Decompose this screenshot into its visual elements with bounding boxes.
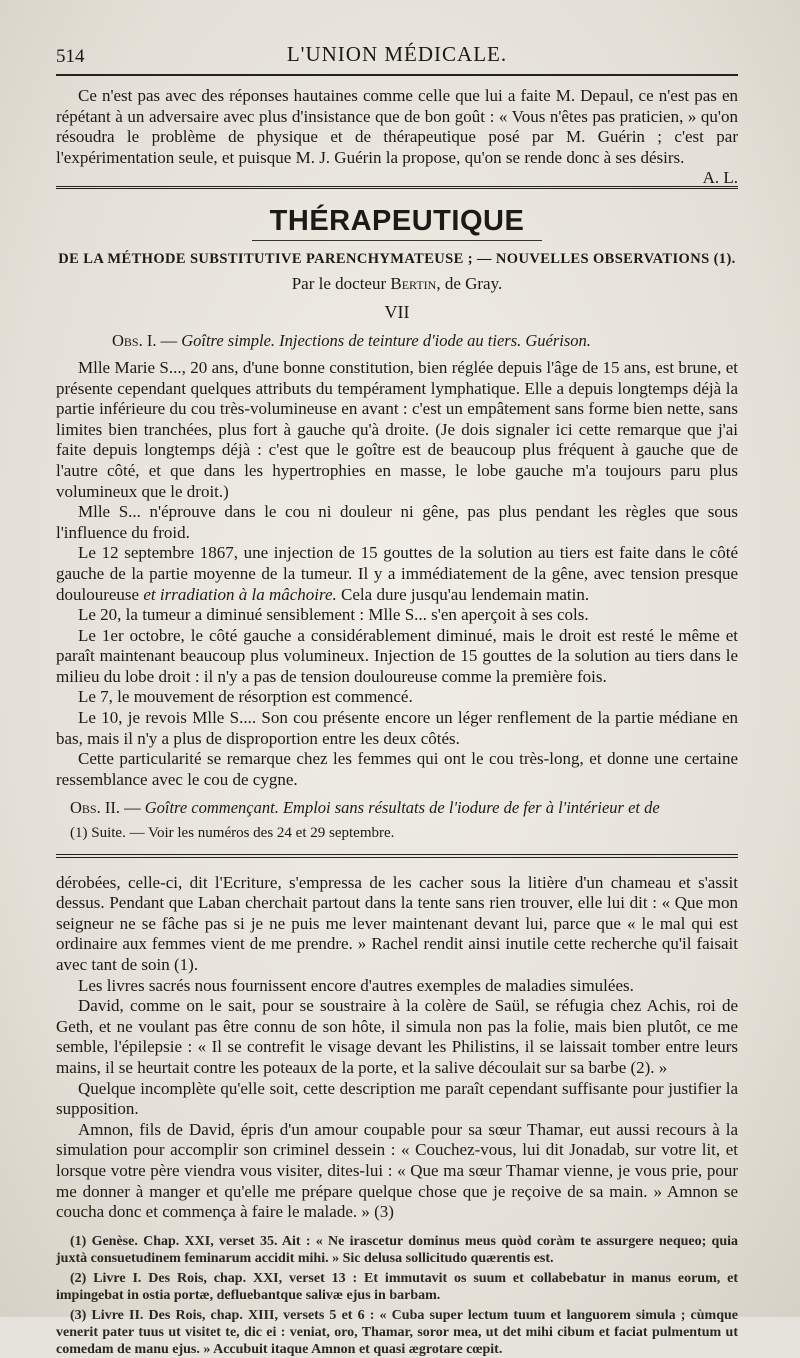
obs1-paragraph: Le 20, la tumeur a diminué sensiblement : Mlle S... s'en aperçoit à ses cols. xyxy=(78,605,589,625)
byline-suffix: , de Gray. xyxy=(436,274,503,294)
obs1-p3-text: Le 12 septembre 1867, une injection de 15 gouttes de la solution au tiers est faite dans le côté gauche de la partie moyenne de la tumeur. Il y a immédiatement de la gêne, avec tension presque douloureuse xyxy=(56,543,738,604)
note-rois-1: (2) Livre I. Des Rois, chap. XXI, verset 13 : Et immutavit os suum et collabebatur in manus eorum, et impingebat in ostia portæ, defluebantque salivæ ejus in barbam. xyxy=(56,1270,738,1303)
intro-signature: A. L. xyxy=(702,168,738,188)
page-number: 514 xyxy=(56,46,85,67)
intro-text: Ce n'est pas avec des réponses hautaines comme celle que lui a faite M. Depaul, ce n'est pas en répétant à un adversaire avec plus d'insistance que de bon goût : « Vous n'êtes pas praticien, » qu'on résoudra le problème de physique et de thérapeutique posé par M. Guérin ; c'est par l'expérimentation seule, et puisque M. J. Guérin la propose, qu'on se rende donc à ses désirs. xyxy=(56,86,738,167)
feuilleton-paragraph: Amnon, fils de David, épris d'un amour coupable pour sa sœur Thamar, eut aussi recours à la simulation pour accomplir son criminel dessein : « Couchez-vous, lui dit Jonadab, sur votre lit, et lorsque votre père viendra vous visiter, dites-lui : « Que ma sœur Thamar vienne, je vous prie, pour me donner à manger et qu'elle me prépare quelque chose que je reçoive de sa main. » Amnon se coucha donc et commença à faire le malade. » (3) xyxy=(56,1119,738,1222)
obs1-label: Obs. I. — xyxy=(112,331,178,351)
section-title: THÉRAPEUTIQUE xyxy=(269,205,525,238)
obs1-paragraph: Cette particularité se remarque chez les femmes qui ont le cou très-long, et donne une certaine ressemblance avec le cou de cygne. xyxy=(56,749,738,789)
obs1-paragraph-injection xyxy=(56,543,738,605)
byline-prefix: Par le docteur xyxy=(291,274,387,294)
obs2-label: Obs. II. — xyxy=(70,798,141,818)
running-header xyxy=(56,30,738,70)
obs1-paragraph: Le 7, le mouvement de résorption est commencé. xyxy=(78,687,413,707)
feuilleton-separator xyxy=(56,854,738,861)
feuilleton-paragraph: Quelque incomplète qu'elle soit, cette description me paraît cependant suffisante pour justifier la supposition. xyxy=(56,1078,738,1119)
author-name: Bertin xyxy=(390,274,437,294)
obs1-p3-emphasis: et irradiation à la mâchoire. xyxy=(143,584,337,604)
intro-paragraph xyxy=(56,86,738,188)
obs1-paragraph: Le 10, je revois Mlle S.... Son cou présente encore un léger renflement de la partie médiane en bas, mais il n'y a plus de disproportion entre les deux côtés. xyxy=(56,708,738,748)
obs1-paragraph: Mlle Marie S..., 20 ans, d'une bonne constitution, bien réglée depuis l'âge de 15 ans, est brune, et présente cependant quelques attributs du tempérament lymphatique. Elle a depuis longtemps déjà la partie inférieure du cou très-volumineuse en avant : c'est un empâtement sans forme bien nette, sans limites bien tranchées, plus fort à gauche qu'à droite. (Je dois signaler ici cette remarque que j'ai faite depuis longtemps déjà : c'est que le goître est de beaucoup plus fréquent à gauche que de l'autre côté, et que dans les hypertrophies en masse, le lobe gauche m'a toujours paru plus volumineux que le droit.) xyxy=(56,357,738,501)
article-title-text: DE LA MÉTHODE SUBSTITUTIVE PARENCHYMATEUSE ; — NOUVELLES OBSERVATIONS xyxy=(58,251,710,268)
section-rule xyxy=(56,186,738,191)
obs2-title: Goître commençant. Emploi sans résultats de l'iodure de fer à l'intérieur et de xyxy=(144,798,660,818)
feuilleton-paragraph: David, comme on le sait, pour se soustraire à la colère de Saül, se réfugia chez Achis, roi de Geth, et ne voulant pas être connu de son hôte, il simula non pas la folie, mais bien plutôt, ce me semble, l'épilepsie : « Il se contrefit le visage devant les Philistins, il se laissait tomber entre leurs mains, il se heurtait contre les poteaux de la porte, et la salive découlait sur sa barbe (2). » xyxy=(56,996,738,1077)
header-rule xyxy=(56,74,738,76)
obs2-heading xyxy=(56,798,738,819)
feuilleton-paragraph: dérobées, celle-ci, dit l'Ecriture, s'empressa de les cacher sous la litière d'un chameau et s'assit dessus. Pendant que Laban cherchait partout dans la tente sans rien trouver, elle lui dit : « Que mon seigneur ne se fâche pas si je ne puis me lever maintenant devant lui, parce que « le mal qui est ordinaire aux femmes vient de me prendre. » Rachel rendit ainsi inutile cette recherche qu'il faisait avec tant de soin (1). xyxy=(56,872,738,974)
obs1-heading xyxy=(56,331,738,352)
obs1-title: Goître simple. Injections de teinture d'iode au tiers. Guérison. xyxy=(181,331,591,351)
feuilleton xyxy=(56,873,738,1223)
chapter-number: VII xyxy=(384,302,410,323)
feuilleton-notes xyxy=(56,1233,738,1358)
obs1-p3-text-end: Cela dure jusqu'au lendemain matin. xyxy=(341,584,590,604)
obs1-paragraph: Mlle S... n'éprouve dans le cou ni douleur ni gêne, pas plus pendant les règles que sous l'influence du froid. xyxy=(56,502,738,542)
byline xyxy=(56,274,738,294)
article-title-note: (1). xyxy=(713,251,736,268)
note-genesis: (1) Genèse. Chap. XXI, verset 35. Ait : « Ne irascetur dominus meus quòd coràm te assurgere nequeo; quia juxtà consuetudinem feminarum accidit mihi. » Sic delusa sollicitudo quærentis est. xyxy=(56,1233,738,1266)
note-rois-2: (3) Livre II. Des Rois, chap. XIII, versets 5 et 6 : « Cuba super lectum tuum et languorem simula ; cùmque venerit pater tuus ut visitet te, dic ei : veniat, oro, Thamar, soror mea, ut det mihi cibum et faciat pulmentum ut comedam de manu ejus. » Accubuit itaque Amnon et quasi ægrotare cœpit. xyxy=(56,1307,738,1357)
title-underline xyxy=(252,240,542,241)
obs1-paragraph: Le 1er octobre, le côté gauche a considérablement diminué, mais le droit est resté le même et paraît maintenant beaucoup plus volumineux. Injection de 15 gouttes de la solution au tiers dans le milieu du lobe droit : il n'y a pas de tension douloureuse comme la première fois. xyxy=(56,625,738,686)
footnote-suite: (1) Suite. — Voir les numéros des 24 et 29 septembre. xyxy=(70,825,395,842)
article-title xyxy=(56,251,738,268)
journal-title: L'UNION MÉDICALE. xyxy=(286,42,508,66)
feuilleton-paragraph: Les livres sacrés nous fournissent encore d'autres exemples de maladies simulées. xyxy=(78,975,634,995)
